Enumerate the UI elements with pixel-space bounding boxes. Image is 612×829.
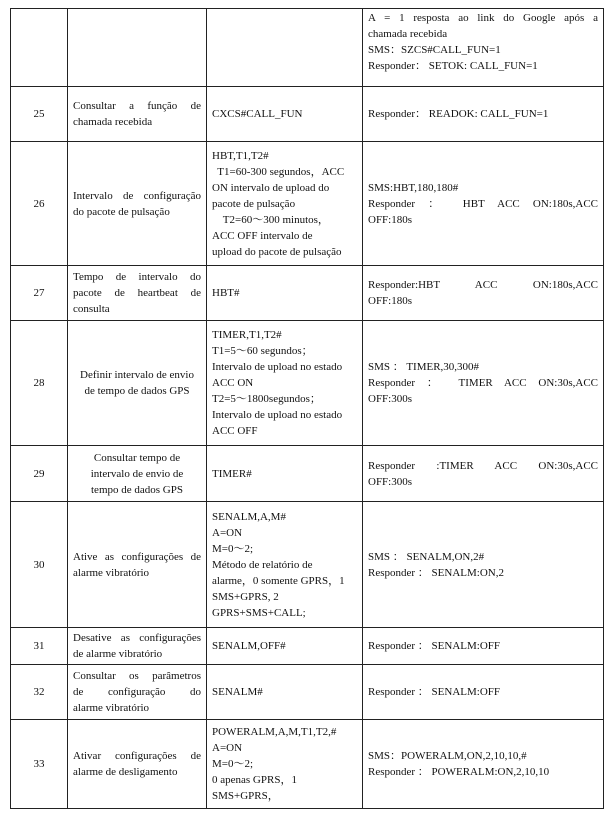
row-command bbox=[207, 446, 363, 502]
response-line: Responder ： POWERALM:ON,2,10,10 bbox=[368, 766, 550, 778]
description-line: Consultar os parâmetros bbox=[73, 670, 201, 682]
row-number: 28 bbox=[11, 321, 68, 446]
row-description bbox=[68, 502, 207, 628]
description-line: Consultar a função de bbox=[73, 100, 201, 112]
row-command bbox=[207, 142, 363, 266]
description-line: Definir intervalo de envio bbox=[80, 369, 194, 381]
row-response bbox=[363, 87, 604, 142]
description-line: Ative as configurações de bbox=[73, 550, 201, 563]
command-line: A=ON bbox=[212, 742, 243, 754]
description-line: pacote de heartbeat de bbox=[73, 287, 201, 299]
row-number: 31 bbox=[11, 628, 68, 665]
command-line: TIMER,T1,T2# bbox=[212, 329, 282, 341]
command-line: pacote de pulsação bbox=[212, 197, 296, 210]
command-line: alarme，0 somente GPRS，1 bbox=[212, 574, 345, 587]
row-response bbox=[363, 446, 604, 502]
table-row bbox=[11, 502, 604, 628]
command-line: T2=5～1800segundos； bbox=[212, 393, 321, 405]
row-description bbox=[68, 665, 207, 720]
description-line: de configuração do bbox=[73, 686, 201, 698]
response-line: OFF:180s bbox=[368, 295, 413, 307]
row-response bbox=[363, 720, 604, 809]
description-line: alarme de desligamento bbox=[73, 766, 178, 778]
table-row bbox=[11, 321, 604, 446]
table-row bbox=[11, 628, 604, 665]
command-line: HBT# bbox=[212, 287, 240, 299]
row-number: 25 bbox=[11, 87, 68, 142]
command-line: SMS+GPRS, 2 bbox=[212, 590, 279, 603]
command-line: 0 apenas GPRS，1 bbox=[212, 774, 297, 786]
description-line: Tempo de intervalo do bbox=[73, 271, 201, 283]
row-command bbox=[207, 665, 363, 720]
row-number: 26 bbox=[11, 142, 68, 266]
description-line: Ativar configurações de bbox=[73, 750, 201, 762]
command-line: Método de relatório de bbox=[212, 558, 313, 571]
row-response bbox=[363, 502, 604, 628]
description-line: do pacote de pulsação bbox=[73, 205, 170, 218]
response-line: SMS:HBT,180,180# bbox=[368, 181, 459, 194]
description-line: de alarme vibratório bbox=[73, 648, 163, 660]
row-number bbox=[11, 9, 68, 87]
table-row bbox=[11, 446, 604, 502]
row-description bbox=[68, 266, 207, 321]
command-line: T1=60-300 segundos，ACC bbox=[212, 165, 345, 178]
description-line: Desative as configurações bbox=[73, 632, 201, 644]
command-line: SMS+GPRS， bbox=[212, 790, 279, 802]
row-description bbox=[68, 628, 207, 665]
response-line: Responder ： SENALM:OFF bbox=[368, 640, 501, 652]
command-line: ON intervalo de upload do bbox=[212, 181, 330, 194]
description-line: alarme vibratório bbox=[73, 566, 150, 579]
row-response bbox=[363, 665, 604, 720]
description-line: chamada recebida bbox=[73, 116, 153, 128]
row-number: 32 bbox=[11, 665, 68, 720]
row-command bbox=[207, 628, 363, 665]
description-line: alarme vibratório bbox=[73, 702, 150, 714]
response-line: Responder ： SENALM:OFF bbox=[368, 686, 501, 698]
command-line: GPRS+SMS+CALL; bbox=[212, 606, 306, 619]
row-response bbox=[363, 321, 604, 446]
row-command bbox=[207, 87, 363, 142]
command-line: upload do pacote de pulsação bbox=[212, 245, 342, 258]
table-row bbox=[11, 720, 604, 809]
response-line: Responder:HBT ACC ON:180s,ACC bbox=[368, 279, 598, 291]
response-line: chamada recebida bbox=[368, 28, 448, 40]
row-response bbox=[363, 628, 604, 665]
row-response bbox=[363, 266, 604, 321]
response-line: SMS：POWERALM,ON,2,10,10,# bbox=[368, 750, 527, 762]
command-line: M=0～2; bbox=[212, 758, 254, 770]
command-line: ACC OFF bbox=[212, 425, 258, 437]
description-line: tempo de dados GPS bbox=[91, 483, 183, 496]
row-number: 27 bbox=[11, 266, 68, 321]
description-line: Consultar tempo de bbox=[93, 451, 181, 464]
response-line: OFF:300s bbox=[368, 475, 413, 488]
response-line: Responder： SETOK: CALL_FUN=1 bbox=[368, 60, 538, 72]
row-command bbox=[207, 266, 363, 321]
row-command bbox=[207, 321, 363, 446]
command-line: ACC ON bbox=[212, 377, 254, 389]
response-line: SMS ： SENALM,ON,2# bbox=[368, 550, 485, 563]
table-row bbox=[11, 9, 604, 87]
command-line: A=ON bbox=[212, 526, 243, 539]
command-line: CXCS#CALL_FUN bbox=[212, 108, 303, 120]
row-number: 30 bbox=[11, 502, 68, 628]
command-line: M=0～2; bbox=[212, 542, 254, 555]
response-line: Responder :TIMER ACC ON:30s,ACC bbox=[368, 459, 598, 472]
row-number: 29 bbox=[11, 446, 68, 502]
command-line: SENALM,A,M# bbox=[212, 510, 286, 523]
row-description bbox=[68, 87, 207, 142]
command-line: Intervalo de upload no estado bbox=[212, 409, 343, 421]
table-row bbox=[11, 142, 604, 266]
row-description bbox=[68, 9, 207, 87]
response-line: Responder ： HBT ACC ON:180s,ACC bbox=[368, 197, 598, 210]
response-line: OFF:180s bbox=[368, 213, 413, 226]
description-line: intervalo de envio de bbox=[90, 467, 184, 480]
command-table bbox=[10, 8, 604, 809]
row-description bbox=[68, 446, 207, 502]
response-line: Responder： READOK: CALL_FUN=1 bbox=[368, 108, 549, 120]
command-line: TIMER# bbox=[212, 467, 252, 480]
row-response bbox=[363, 9, 604, 87]
table-row bbox=[11, 665, 604, 720]
table-row bbox=[11, 266, 604, 321]
command-line: T1=5～60 segundos； bbox=[212, 345, 313, 357]
description-line: de tempo de dados GPS bbox=[84, 385, 190, 397]
row-number: 33 bbox=[11, 720, 68, 809]
row-command bbox=[207, 9, 363, 87]
response-line: SMS：SZCS#CALL_FUN=1 bbox=[368, 44, 501, 56]
command-line: ACC OFF intervalo de bbox=[212, 229, 313, 242]
row-description bbox=[68, 720, 207, 809]
response-line: SMS ： TIMER,30,300# bbox=[368, 361, 480, 373]
command-line: HBT,T1,T2# bbox=[212, 149, 269, 162]
command-line: SENALM# bbox=[212, 686, 263, 698]
row-description bbox=[68, 142, 207, 266]
response-line: A = 1 resposta ao link do Google após a bbox=[368, 12, 598, 24]
response-line: Responder ： SENALM:ON,2 bbox=[368, 566, 504, 579]
description-line: consulta bbox=[73, 303, 110, 315]
table-row bbox=[11, 87, 604, 142]
row-description bbox=[68, 321, 207, 446]
description-line: Intervalo de configuração bbox=[73, 189, 201, 202]
row-response bbox=[363, 142, 604, 266]
row-command bbox=[207, 720, 363, 809]
command-line: T2=60～300 minutos， bbox=[212, 213, 329, 226]
command-line: Intervalo de upload no estado bbox=[212, 361, 343, 373]
row-command bbox=[207, 502, 363, 628]
command-line: POWERALM,A,M,T1,T2,# bbox=[212, 726, 337, 738]
command-line: SENALM,OFF# bbox=[212, 640, 286, 652]
response-line: Responder ： TIMER ACC ON:30s,ACC bbox=[368, 377, 598, 389]
response-line: OFF:300s bbox=[368, 393, 413, 405]
